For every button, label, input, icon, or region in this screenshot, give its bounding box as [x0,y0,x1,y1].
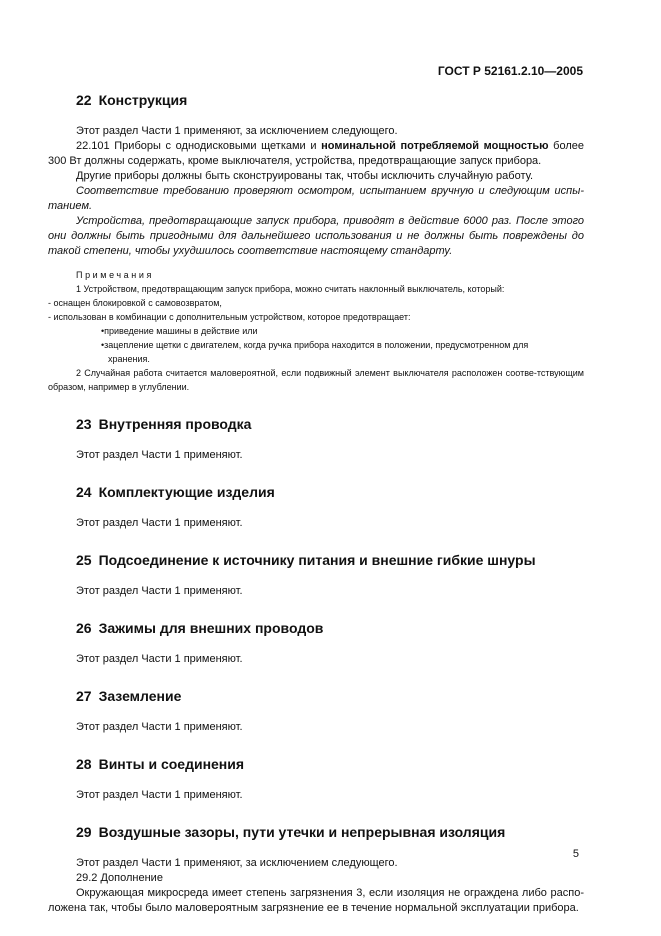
section-27-heading [48,688,584,704]
section-24-heading [48,484,584,500]
section-29-intro: Этот раздел Части 1 применяют, за исключением следующего. [76,857,398,869]
section-22-number: 22 [76,92,92,108]
section-22-compliance: Соответствие требованию проверяют осмотром, испытанием вручную и следующим испы-таниeм. [48,185,584,212]
section-28-text: Этот раздел Части 1 применяют. [76,789,243,801]
section-27-number: 27 [76,688,92,704]
section-26-text: Этот раздел Части 1 применяют. [76,653,243,665]
standard-header: ГОСТ Р 52161.2.10—2005 [437,64,583,78]
notes-heading: Примечания [76,270,154,280]
document-body [48,92,584,916]
section-25-text: Этот раздел Части 1 применяют. [76,585,243,597]
note-1: 1 Устройством, предотвращающим запуск прибора, можно считать наклонный выключатель, который: [76,284,505,294]
section-24-title: Комплектующие изделия [98,484,275,500]
section-24-text: Этот раздел Части 1 применяют. [76,517,243,529]
section-22-title: Конструкция [98,92,188,108]
section-22-heading [48,92,584,108]
section-29-heading [48,824,584,840]
section-26-title: Зажимы для внешних проводов [98,620,324,636]
section-27-title: Заземление [98,688,182,704]
notes-block [48,269,584,394]
section-22-test-procedure: Устройства, предотвращающие запуск прибора, приводят в действие 6000 раз. После этого они должны быть пригодными для дальнейшего использования и не должны быть повреждены до такой степени, чтобы ухудшилось соответствие настоящему стандарту. [48,215,584,257]
clause-101-text-a: 22.101 Приборы с однодисковыми щетками и [76,140,322,152]
section-28-heading [48,756,584,772]
section-28-title: Винты и соединения [98,756,245,772]
section-23-heading [48,416,584,432]
section-26-heading [48,620,584,636]
note-bullet-2-continued: хранения. [108,354,150,364]
section-22-intro: Этот раздел Части 1 применяют, за исключением следующего. [76,125,398,137]
section-27-text: Этот раздел Части 1 применяют. [76,721,243,733]
section-23-title: Внутренняя проводка [98,416,252,432]
section-22-clause-101 [48,139,584,169]
section-23-text: Этот раздел Части 1 применяют. [76,449,243,461]
section-29-title: Воздушные зазоры, пути утечки и непрерывная изоляция [98,824,506,840]
note-bullet-1: •приведение машины в действие или [101,326,258,336]
section-24-number: 24 [76,484,92,500]
page-number: 5 [572,848,579,860]
section-23-number: 23 [76,416,92,432]
note-1-item-b: - использован в комбинации с дополнительным устройством, которое предотвращает: [48,312,411,322]
section-22-other-devices: Другие приборы должны быть сконструированы так, чтобы исключить случайную работу. [76,170,534,182]
note-bullet-2: •зацепление щетки с двигателем, когда ручка прибора находится в положении, предусмотренном для [101,340,529,350]
section-25-title: Подсоединение к источнику питания и внешние гибкие шнуры [98,552,536,568]
clause-101-term: номинальной потребляемой мощностью [321,140,549,152]
section-28-number: 28 [76,756,92,772]
section-26-number: 26 [76,620,92,636]
section-29-clause-2: 29.2 Дополнение [76,872,163,884]
section-25-number: 25 [76,552,92,568]
clause-101-text-c: более 300 Вт должны содержать, кроме выключателя, устройства, предотвращающие запуск прибора. [48,140,585,167]
section-29-number: 29 [76,824,92,840]
section-25-heading [48,552,584,568]
note-2: 2 Случайная работа считается маловероятной, если подвижный элемент выключателя расположен соотве-тствующим образом, например в углублении. [48,368,584,392]
section-29-pollution-degree: Окружающая микросреда имеет степень загрязнения 3, если изоляция не ограждена либо распо-ложена так, чтобы было маловероятным загрязнение ее в течение нормальной эксплуатации прибора. [48,887,584,914]
note-1-item-a: - оснащен блокировкой с самовозвратом, [48,298,222,308]
